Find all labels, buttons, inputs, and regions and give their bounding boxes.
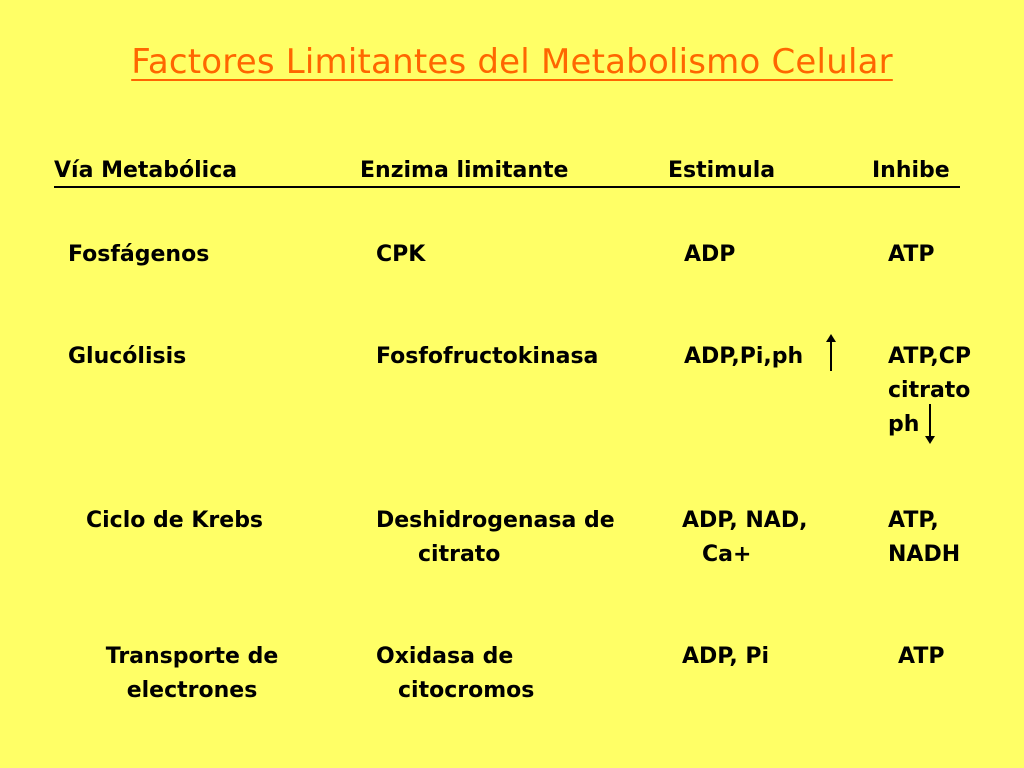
- row-glucolisis-inhibe-3: ph: [888, 412, 920, 437]
- row-transporte-enzima-1: Oxidasa de: [376, 644, 514, 669]
- column-header-inhibe: Inhibe: [872, 158, 950, 183]
- row-transporte-estimula: ADP, Pi: [682, 644, 770, 669]
- slide-title: Factores Limitantes del Metabolismo Celular: [131, 42, 893, 82]
- row-krebs-estimula-2: Ca+: [702, 542, 752, 567]
- row-fosfagenos-enzima: CPK: [376, 242, 426, 267]
- row-glucolisis-enzima: Fosfofructokinasa: [376, 344, 599, 369]
- down-arrow-icon: [923, 403, 937, 445]
- header-underline: [54, 186, 960, 188]
- column-header-estimula: Estimula: [668, 158, 776, 183]
- up-arrow-icon: [824, 334, 838, 372]
- row-glucolisis-inhibe-1: ATP,CP: [888, 344, 972, 369]
- row-krebs-enzima-1: Deshidrogenasa de: [376, 508, 615, 533]
- row-fosfagenos-estimula: ADP: [684, 242, 736, 267]
- row-fosfagenos-inhibe: ATP: [888, 242, 935, 267]
- row-krebs-enzima-2: citrato: [418, 542, 501, 567]
- row-transporte-inhibe: ATP: [898, 644, 945, 669]
- row-transporte-via-2: electrones: [126, 678, 258, 703]
- row-krebs-via: Ciclo de Krebs: [86, 508, 264, 533]
- row-krebs-inhibe-2: NADH: [888, 542, 961, 567]
- row-krebs-inhibe-1: ATP,: [888, 508, 939, 533]
- column-header-enzima: Enzima limitante: [360, 158, 569, 183]
- row-krebs-estimula-1: ADP, NAD,: [682, 508, 808, 533]
- column-header-via: Vía Metabólica: [54, 158, 238, 183]
- row-transporte-via-1: Transporte de: [105, 644, 279, 669]
- row-glucolisis-via: Glucólisis: [68, 344, 187, 369]
- row-glucolisis-estimula: ADP,Pi,ph: [684, 344, 804, 369]
- row-transporte-enzima-2: citocromos: [398, 678, 535, 703]
- row-fosfagenos-via: Fosfágenos: [68, 242, 210, 267]
- row-glucolisis-inhibe-2: citrato: [888, 378, 971, 403]
